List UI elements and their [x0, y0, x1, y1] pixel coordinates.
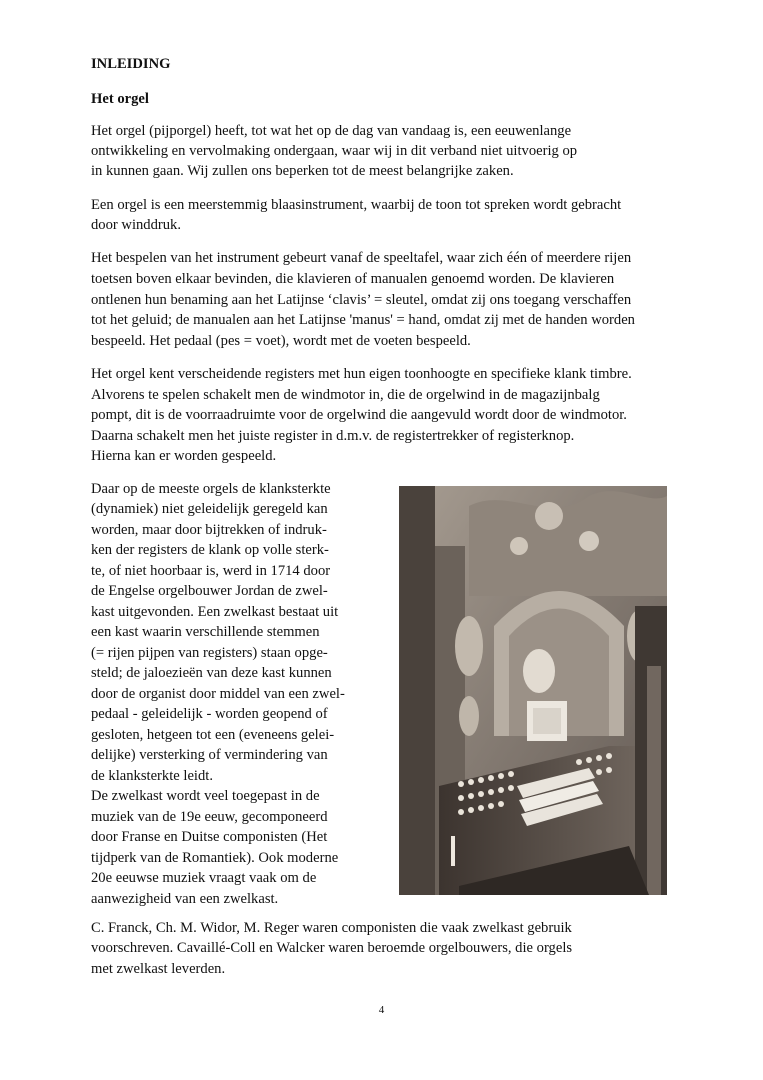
- paragraph-5-line: gesloten, hetgeen tot een (eveneens gelei-: [91, 727, 335, 743]
- paragraph-6-line: met zwelkast leverden.: [91, 961, 226, 977]
- paragraph-6-line: voorschreven. Cavaillé-Coll en Walcker waren beroemde orgelbouwers, die orgels: [91, 940, 573, 956]
- paragraph-5-line: een kast waarin verschillende stemmen: [91, 624, 320, 640]
- paragraph-1-line: Het orgel (pijporgel) heeft, tot wat het op de dag van vandaag is, een eeuwenlange: [91, 123, 572, 139]
- paragraph-4-line: Hierna kan er worden gespeeld.: [91, 448, 277, 464]
- paragraph-5-line: aanwezigheid van een zwelkast.: [91, 891, 279, 907]
- paragraph-5-line: ken der registers de klank op volle sterk-: [91, 542, 329, 558]
- paragraph-5-line: (dynamiek) niet geleidelijk geregeld kan: [91, 501, 328, 517]
- paragraph-4-line: Het orgel kent verscheidende registers met hun eigen toonhoogte en specifieke klank timbre.: [91, 366, 632, 382]
- paragraph-5-line: door de organist door middel van een zwel-: [91, 686, 345, 702]
- paragraph-5-line: 20e eeuwse muziek vraagt vaak om de: [91, 870, 317, 886]
- paragraph-3-line: ontlenen hun benaming aan het Latijnse ‘clavis’ = sleutel, omdat zij ons toegang verschaffen: [91, 292, 632, 308]
- subsection-heading: Het orgel: [91, 91, 149, 107]
- paragraph-5-line: te, of niet hoorbaar is, werd in 1714 door: [91, 563, 331, 579]
- paragraph-5-line: door Franse en Duitse componisten (Het: [91, 829, 328, 845]
- paragraph-3-line: tot het geluid; de manualen aan het Latijnse 'manus' = hand, omdat zij met de handen worden: [91, 312, 635, 328]
- paragraph-6-line: C. Franck, Ch. M. Widor, M. Reger waren componisten die vaak zwelkast gebruik: [91, 920, 572, 936]
- paragraph-1-line: ontwikkeling en vervolmaking ondergaan, waar wij in dit verband niet uitvoerig op: [91, 143, 578, 159]
- paragraph-2-line: door winddruk.: [91, 217, 181, 233]
- page-number: 4: [378, 1004, 385, 1016]
- paragraph-1-line: in kunnen gaan. Wij zullen ons beperken tot de meest belangrijke zaken.: [91, 163, 514, 179]
- paragraph-3-line: Het bespelen van het instrument gebeurt vanaf de speeltafel, waar zich één of meerdere rijen: [91, 250, 632, 266]
- paragraph-5-line: muziek van de 19e eeuw, gecomponeerd: [91, 809, 328, 825]
- paragraph-5-line: pedaal - geleidelijk - worden geopend of: [91, 706, 328, 722]
- paragraph-4-line: Daarna schakelt men het juiste register in d.m.v. de registertrekker of registerknop.: [91, 428, 575, 444]
- paragraph-4-line: pompt, dit is de voorraadruimte voor de orgelwind die aangevuld wordt door de windmotor.: [91, 407, 627, 423]
- paragraph-5-line: Daar op de meeste orgels de klanksterkte: [91, 481, 331, 497]
- paragraph-3-line: toetsen boven elkaar bevinden, die klavieren of manualen genoemd worden. De klavieren: [91, 271, 615, 287]
- organ-photo-illustration: [399, 486, 667, 895]
- paragraph-5-line: delijke) versterking of vermindering van: [91, 747, 328, 763]
- paragraph-5-line: kast uitgevonden. Een zwelkast bestaat uit: [91, 604, 339, 620]
- paragraph-5-line: (= rijen pijpen van registers) staan opge-: [91, 645, 328, 661]
- paragraph-5-line: de klanksterkte leidt.: [91, 768, 213, 784]
- paragraph-5-line: steld; de jaloezieën van deze kast kunnen: [91, 665, 332, 681]
- paragraph-5-line: tijdperk van de Romantiek). Ook moderne: [91, 850, 339, 866]
- organ-console-photo: [399, 486, 667, 895]
- paragraph-5-line: De zwelkast wordt veel toegepast in de: [91, 788, 320, 804]
- paragraph-3-line: bespeeld. Het pedaal (pes = voet), wordt met de voeten bespeeld.: [91, 333, 471, 349]
- paragraph-5-line: worden, maar door bijtrekken of indruk-: [91, 522, 327, 538]
- section-heading: INLEIDING: [91, 56, 171, 72]
- paragraph-2-line: Een orgel is een meerstemmig blaasinstrument, waarbij de toon tot spreken wordt gebracht: [91, 197, 622, 213]
- paragraph-5-line: de Engelse orgelbouwer Jordan de zwel-: [91, 583, 328, 599]
- paragraph-4-line: Alvorens te spelen schakelt men de windmotor in, die de orgelwind in de magazijnbalg: [91, 387, 600, 403]
